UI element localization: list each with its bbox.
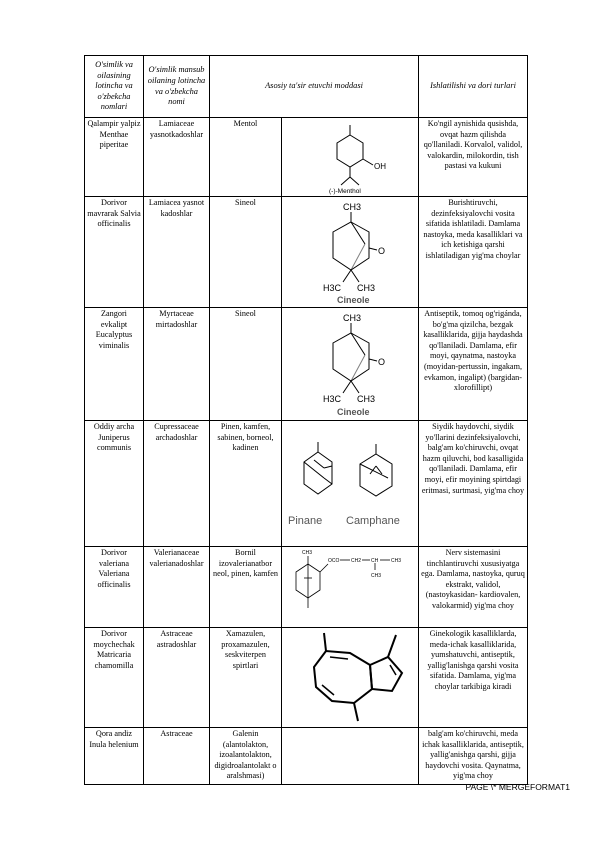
menthol-label: (-)-Menthol — [329, 188, 361, 195]
structure-cell — [282, 308, 419, 421]
structure-cell — [282, 547, 419, 628]
oco-label: OCO — [328, 558, 340, 564]
oxygen-label: O — [378, 357, 386, 367]
table-row — [85, 197, 528, 308]
oxygen-label: O — [378, 246, 386, 256]
menthol-structure-image — [285, 119, 415, 195]
family-name: Astraceae — [144, 728, 210, 785]
header-row — [85, 56, 528, 118]
structure-cell — [282, 628, 419, 728]
h3c-label: H3C — [323, 394, 342, 404]
page-footer: PAGE \* MERGEFORMAT1 — [465, 782, 570, 792]
header-plant: O'simlik va oilasining lotincha va o'zbekcha nomlari — [85, 56, 144, 118]
chamazulene-structure-image — [284, 629, 418, 725]
plant-name: Oddiy archa Juniperus communis — [85, 421, 144, 547]
table-row — [85, 118, 528, 197]
ch3-label: CH3 — [371, 573, 382, 579]
structure-cell — [282, 421, 419, 547]
table-row — [85, 421, 528, 547]
plant-name: Qora andiz Inula helenium — [85, 728, 144, 785]
substance-name: Xamazulen, proxamazulen, seskviterpen spirtlari — [210, 628, 282, 728]
plant-name: Qalampir yalpiz Menthae piperitae — [85, 118, 144, 197]
plant-name: Zangori evkalipt Eucalyptus viminalis — [85, 308, 144, 421]
header-usage: Ishlatilishi va dori turlari — [419, 56, 528, 118]
table-row — [85, 308, 528, 421]
ch3-label: CH3 — [357, 394, 376, 404]
cineole-structure-image — [285, 309, 415, 419]
usage-text: balg'am ko'chiruvchi, meda ichak kasalliklarida, antiseptik, yallig'anishga qarshi, gijja haydovchi vosita. Qaynatma, yig'ma choy — [419, 728, 528, 785]
substance-name: Pinen, kamfen, sabinen, borneol, kadinen — [210, 421, 282, 547]
table-row — [85, 547, 528, 628]
h3c-label: H3C — [323, 283, 342, 293]
structure-cell — [282, 728, 419, 785]
plant-name: Dorivor mavrarak Salvia officinalis — [85, 197, 144, 308]
usage-text: Ko'ngil aynishida qusishda, ovqat hazm qilishda qo'llaniladi. Korvalol, validol, valokardin, milokordin, tish pastasi va kukuni — [419, 118, 528, 197]
substance-name: Sineol — [210, 197, 282, 308]
pinane-label: Pinane — [288, 515, 323, 527]
family-name: Lamiaceae yasnotkadoshlar — [144, 118, 210, 197]
substance-name: Galenin (alantolakton, izoalantolakton, digidroalantolakt o aralshmasi) — [210, 728, 282, 785]
substance-name: Bornil izovalerianatbor neol, pinen, kamfen — [210, 547, 282, 628]
substance-name: Mentol — [210, 118, 282, 197]
usage-text: Burishtiruvchi, dezinfeksiyalovchi vosita sifatida ishlatiladi. Damlama nastoyka, meda kasalliklari va ich ketishiga qarshi ishlatiladigan yig'ma choylar — [419, 197, 528, 308]
family-name: Lamiacea yasnot kadoshlar — [144, 197, 210, 308]
ch3-label: CH3 — [343, 313, 362, 323]
oh-label: OH — [374, 162, 386, 171]
camphane-label: Camphane — [346, 515, 400, 527]
plants-table — [84, 55, 528, 785]
ch3-label: CH3 — [357, 283, 376, 293]
ch2-label: CH2 — [351, 558, 362, 564]
usage-text: Siydik haydovchi, siydik yo'llarini dezinfeksiyalovchi, balg'am ko'chiruvchi, ovqat hazm qiluvchi, bod kasalligida qo'llaniladi. Damlama, efir moyi, efir moyining spirtdagi eritmasi, surtmasi, yig'ma choy — [419, 421, 528, 547]
table-row — [85, 728, 528, 785]
header-family: O'simlik mansub oilaning lotincha va o'zbekcha nomi — [144, 56, 210, 118]
ch-label: CH — [371, 558, 379, 564]
plant-name: Dorivor valeriana Valeriana officinalis — [85, 547, 144, 628]
family-name: Valerianaceae valerianadoshlar — [144, 547, 210, 628]
cineole-structure-image — [285, 198, 415, 306]
family-name: Astraceae astradoshlar — [144, 628, 210, 728]
usage-text: Nerv sistemasini tinchlantiruvchi xususiyatga ega. Damlama, nastoyka, quruq ekstrakt, validol, (nastoykasidan- kardiovalen, valokarmid) yig'ma choy — [419, 547, 528, 628]
bornyl-isovalerate-structure-image — [284, 548, 418, 626]
table-row — [85, 628, 528, 728]
header-substance: Asosiy ta'sir etuvchi moddasi — [210, 56, 419, 118]
ch3-label: CH3 — [343, 202, 362, 212]
cineole-label: Cineole — [337, 295, 370, 305]
plant-name: Dorivor moychechak Matricaria chamomilla — [85, 628, 144, 728]
usage-text: Antiseptik, tomoq og'rigánda, bo'g'ma qizilcha, bezgak kasalliklarida, gijja haydashda qo'llaniladi. Damlama, efir moyi, qaynatma, nastoyka (moyidan-pertussin, ingakam, evkamon, ingalipt) (bargidan-xlorofillipt) — [419, 308, 528, 421]
structure-cell — [282, 118, 419, 197]
family-name: Myrtaceae mirtadoshlar — [144, 308, 210, 421]
cineole-label: Cineole — [337, 407, 370, 417]
ch3-label: CH3 — [302, 550, 313, 556]
ch3-label: CH3 — [391, 558, 402, 564]
family-name: Cupressaceae archadoshlar — [144, 421, 210, 547]
structure-cell — [282, 197, 419, 308]
pinane-camphane-structure-image — [284, 434, 419, 534]
usage-text: Ginekologik kasalliklarda, meda-ichak kasalliklarida, yumshatuvchi, antiseptik, yallig'lanishga qarshi vosita sifatida. Damlama, yig'ma choylar tarkibiga kiradi — [419, 628, 528, 728]
substance-name: Sineol — [210, 308, 282, 421]
